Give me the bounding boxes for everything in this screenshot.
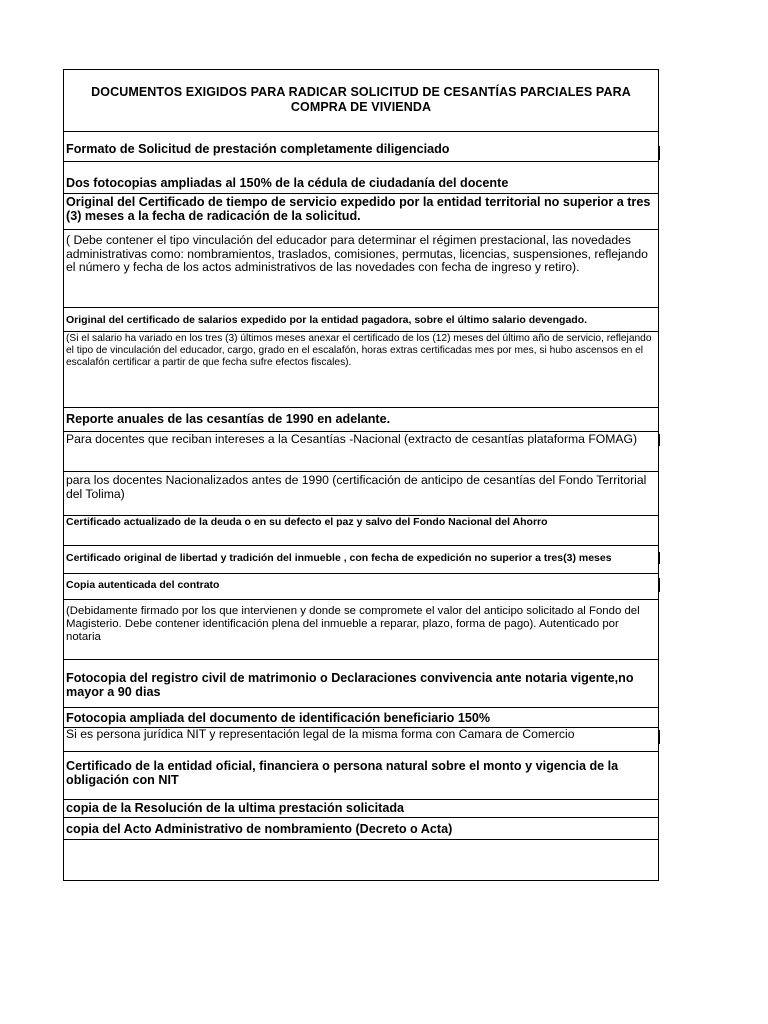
table-row [64,800,658,818]
requirements-table [63,69,659,881]
empty-row [64,840,658,880]
row-text: Certificado original de libertad y tradición del inmueble , con fecha de expedición no superior a tres(3) meses [66,552,612,564]
table-row [64,132,658,162]
row-text: Dos fotocopias ampliadas al 150% de la cédula de ciudadanía del docente [66,176,509,190]
row-text: Formato de Solicitud de prestación completamente diligenciado [66,142,450,156]
row-text: Si es persona jurídica NIT y representación legal de la misma forma con Camara de Comercio [66,727,575,741]
row-text: (Debidamente firmado por los que intervienen y donde se compromete el valor del anticipo solicitado al Fondo del Magisterio. Debe contener identificación plena del inmueble a reparar, plazo, forma de pago). Autenticado por notaria [66,605,640,643]
row-text: ( Debe contener el tipo vinculación del educador para determinar el régimen prestacional, las novedades administrativas como: nombramientos, traslados, comisiones, permutas, licencias, suspensiones, reflejando el número y fecha de los actos administrativos de las novedades con fecha de ingreso y retiro). [66,233,648,274]
table-row [64,546,658,574]
table-row [64,194,658,230]
row-text: copia de la Resolución de la ultima prestación solicitada [66,801,405,815]
table-row [64,708,658,728]
table-row [64,432,658,472]
table-row [64,408,658,432]
table-row [64,574,658,600]
row-text: copia del Acto Administrativo de nombramiento (Decreto o Acta) [66,822,453,836]
row-text: Certificado actualizado de la deuda o en su defecto el paz y salvo del Fondo Nacional del Ahorro [66,516,548,528]
table-row [64,752,658,800]
row-text: para los docentes Nacionalizados antes de 1990 (certificación de anticipo de cesantías del Fondo Territorial del Tolima) [66,473,647,501]
row-text: Original del Certificado de tiempo de servicio expedido por la entidad territorial no superior a tres (3) meses a la fecha de radicación de la solicitud. [66,195,651,223]
document-title: DOCUMENTOS EXIGIDOS PARA RADICAR SOLICITUD DE CESANTÍAS PARCIALES PARA COMPRA DE VIVIENDA [91,85,631,114]
row-text: Para docentes que reciban intereses a la Cesantías -Nacional (extracto de cesantías plataforma FOMAG) [66,432,638,446]
table-row [64,728,658,752]
row-text: Fotocopia ampliada del documento de identificación beneficiario 150% [66,711,491,725]
row-text: (Si el salario ha variado en los tres (3) últimos meses anexar el certificado de los (12) meses del último año de servicio, reflejando el tipo de vinculación del educador, cargo, grado en el escalafón, horas extras certificadas mes por mes, si hubo ascensos en el escalafón certificar a partir de que fecha sufre efectos fiscales). [66,333,652,368]
table-title-row [64,70,658,132]
row-text: Fotocopia del registro civil de matrimonio o Declaraciones convivencia ante notaria vigente,no mayor a 90 dias [66,671,634,699]
row-text: Reporte anuales de las cesantías de 1990 en adelante. [66,412,391,426]
table-row [64,230,658,308]
row-text: Copia autenticada del contrato [66,579,220,591]
table-row [64,472,658,516]
row-text: Certificado de la entidad oficial, financiera o persona natural sobre el monto y vigencia de la obligación con NIT [66,759,619,787]
table-row [64,332,658,408]
table-row [64,308,658,332]
table-row [64,660,658,708]
row-text: Original del certificado de salarios expedido por la entidad pagadora, sobre el último salario devengado. [66,314,588,326]
table-row [64,600,658,660]
table-row [64,818,658,840]
table-row [64,516,658,546]
table-row [64,162,658,194]
